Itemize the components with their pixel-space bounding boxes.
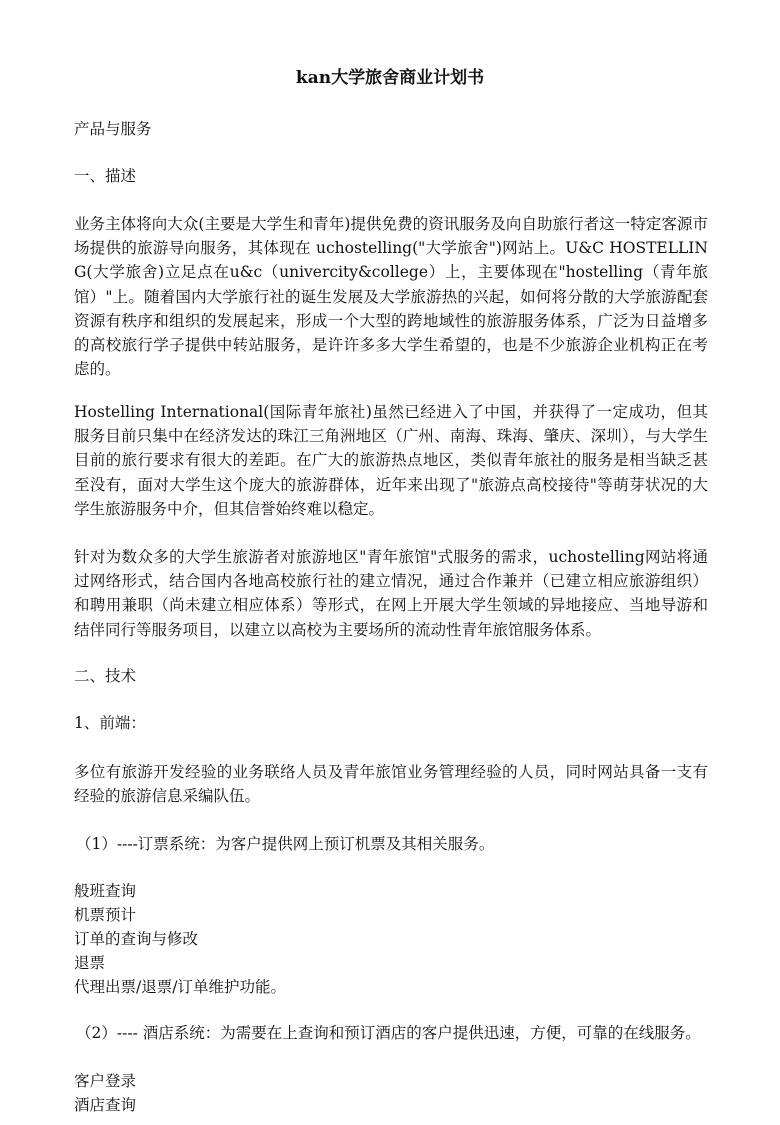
paragraph-uchostelling-plan: 针对为数众多的大学生旅游者对旅游地区"青年旅馆"式服务的需求，uchostelling网站将通过网络形式，结合国内各地高校旅行社的建立情况，通过合作兼并（已建立相应旅游组织）和聘用兼职（尚未建立相应体系）等形式，在网上开展大学生领域的异地接应、当地导游和结伴同行等服务项目，以建立以高校为主要场所的流动性青年旅馆服务体系。	[74, 548, 708, 639]
list-item: 退票	[74, 954, 106, 972]
heading-technology: 二、技术	[74, 667, 137, 685]
paragraph-staff: 多位有旅游开发经验的业务联络人员及青年旅馆业务管理经验的人员，同时网站具备一支有经验的旅游信息采编队伍。	[74, 763, 708, 806]
heading-frontend: 1、前端：	[74, 714, 146, 732]
hotel-feature-list	[74, 1069, 136, 1117]
list-item: 客户登录	[74, 1072, 137, 1090]
list-item: 代理出票/退票/订单维护功能。	[74, 978, 286, 996]
list-item: 机票预计	[74, 906, 137, 924]
list-item: 般班查询	[74, 882, 137, 900]
ticket-feature-list	[74, 879, 286, 999]
paragraph-hostelling-international: Hostelling International(国际青年旅社)虽然已经进入了中国，并获得了一定成功，但其服务目前只集中在经济发达的珠江三角洲地区（广州、南海、珠海、肇庆、深圳），与大学生目前的旅行要求有很大的差距。在广大的旅游热点地区，类似青年旅社的服务是相当缺乏甚至没有，面对大学生这个庞大的旅游群体，近年来出现了"旅游点高校接待"等萌芽状况的大学生旅游服务中介，但其信誉始终难以稳定。	[74, 403, 708, 518]
list-item: 订单的查询与修改	[74, 930, 199, 948]
section-heading-product: 产品与服务	[74, 120, 152, 138]
hotel-system-heading: （2）---- 酒店系统：为需要在上查询和预订酒店的客户提供迅速，方便，可靠的在线服务。	[76, 1024, 701, 1042]
ticket-system-heading: （1）----订票系统：为客户提供网上预订机票及其相关服务。	[76, 835, 495, 853]
paragraph-business-overview: 业务主体将向大众(主要是大学生和青年)提供免费的资讯服务及向自助旅行者这一特定客源市场提供的旅游导向服务，其体现在 uchostelling("大学旅舍")网站上。U&C HOSTELLING(大学旅舍)立足点在u&c（univercity&college）上，主要体现在"hostelling（青年旅馆）"上。随着国内大学旅行社的诞生发展及大学旅游热的兴起，如何将分散的大学旅游配套资源有秩序和组织的发展起来，形成一个大型的跨地域性的旅游服务体系，广泛为日益增多的高校旅行学子提供中转站服务，是许许多多大学生希望的，也是不少旅游企业机构正在考虑的。	[74, 215, 708, 379]
list-item: 酒店查询	[74, 1096, 137, 1114]
heading-description: 一、描述	[74, 167, 137, 185]
document-title: kan大学旅舍商业计划书	[295, 68, 485, 88]
